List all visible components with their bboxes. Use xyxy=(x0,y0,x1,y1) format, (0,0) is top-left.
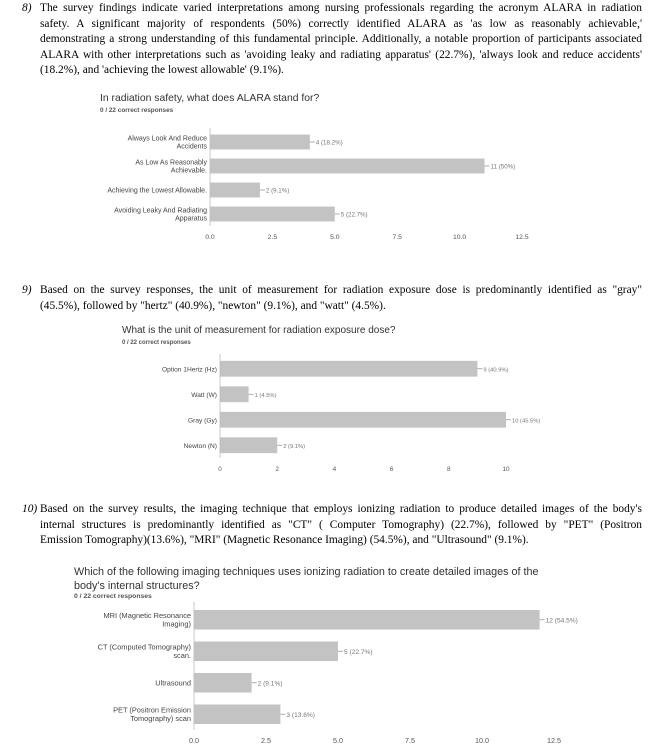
chart-bar xyxy=(210,135,310,150)
category-label: MRI (Magnetic Resonance xyxy=(103,611,191,621)
paragraph-line: ALARA with other interpretations such as 'avoiding leaky and radiating apparatus' (22.7%), 'always look and reduce accidents' xyxy=(40,48,642,61)
data-label: 9 (40.9%) xyxy=(483,367,509,374)
chart-bar xyxy=(210,207,335,222)
chart-bar xyxy=(194,704,280,724)
chart-subtitle: 0 / 22 correct responses xyxy=(100,107,174,114)
paragraph-line: Based on the survey results, the imaging technique that employs ionizing radiation to produce detailed images of the body's xyxy=(40,503,642,515)
x-tick-label: 12.5 xyxy=(547,736,561,744)
category-label: Always Look And Reduce xyxy=(127,135,207,143)
category-label: Tomography) scan xyxy=(130,713,191,723)
data-label: 2 (9.1%) xyxy=(257,680,283,688)
paragraph-number: 8) xyxy=(22,2,32,14)
data-label: 4 (18.2%) xyxy=(315,139,343,147)
chart-bar xyxy=(194,673,252,693)
x-tick-label: 5.0 xyxy=(333,736,343,744)
x-tick-label: 8 xyxy=(447,466,451,473)
chart-title: Which of the following imaging techniques uses ionizing radiation to create detailed images of the xyxy=(74,566,539,578)
x-tick-label: 7.5 xyxy=(405,736,415,744)
x-tick-label: 6 xyxy=(389,466,394,473)
data-label: 12 (54.5%) xyxy=(545,617,578,625)
imaging-technique-chart xyxy=(62,558,622,742)
x-tick-label: 2 xyxy=(275,466,279,473)
paragraph-line: internal structures is predominantly identified as "CT" ( Computer Tomography) (22.7%), followed by "PET" (Positron xyxy=(40,518,642,531)
category-label: Option 1Hertz (Hz) xyxy=(162,366,217,374)
data-label: 5 (22.7%) xyxy=(340,211,368,219)
data-label: 10 (45.5%) xyxy=(512,418,541,425)
paragraph-10 xyxy=(22,502,642,549)
chart-bar xyxy=(194,641,338,661)
paragraph-line: safety. A significant majority of respondents (50%) correctly identified ALARA as 'as low as reasonably achievable,' xyxy=(40,17,642,30)
x-tick-label: 4 xyxy=(332,466,337,473)
chart-bar xyxy=(220,361,477,377)
category-label: Achieving the Lowest Allowable. xyxy=(107,187,207,195)
dose-unit-chart xyxy=(110,322,550,472)
x-tick-label: 10 xyxy=(502,466,510,473)
paragraph-line: (18.2%), and 'achieving the lowest allowable' (9.1%). xyxy=(40,64,284,76)
chart-title: In radiation safety, what does ALARA stand for? xyxy=(100,93,320,104)
data-label: 1 (4.5%) xyxy=(254,392,277,399)
chart-bar xyxy=(210,183,260,198)
category-label: Apparatus xyxy=(175,215,207,223)
x-tick-label: 10.0 xyxy=(452,234,467,241)
category-label: Newton (N) xyxy=(183,442,217,450)
x-tick-label: 12.5 xyxy=(515,234,529,241)
data-label: 2 (9.1%) xyxy=(265,187,290,195)
data-label: 5 (22.7%) xyxy=(344,648,373,656)
category-label: scan. xyxy=(173,650,191,660)
category-label: Avoiding Leaky And Radiating xyxy=(114,207,207,215)
category-label: PET (Positron Emission xyxy=(113,705,191,715)
paragraph-line: demonstrating a strong understanding of this fundamental principle. Additionally, a notable proportion of participants associated xyxy=(40,33,642,45)
chart-bar xyxy=(220,386,249,402)
category-label: Accidents xyxy=(176,143,207,151)
x-tick-label: 7.5 xyxy=(392,234,402,241)
paragraph-line: Emission Tomography)(13.6%), "MRI" (Magnetic Resonance Imaging) (54.5%), and "Ultrasound" (9.1%). xyxy=(40,534,529,546)
x-tick-label: 10.0 xyxy=(475,736,489,744)
alara-chart xyxy=(88,88,548,258)
chart-bar xyxy=(220,437,277,453)
x-tick-label: 5.0 xyxy=(330,234,340,241)
paragraph-9 xyxy=(22,283,642,314)
category-label: Achievable. xyxy=(170,167,207,175)
chart-title: What is the unit of measurement for radiation exposure dose? xyxy=(122,325,396,336)
paragraph-line: Based on the survey responses, the unit of measurement for radiation exposure dose is predominantly identified as "gray" xyxy=(40,284,642,296)
data-label: 2 (9.1%) xyxy=(283,443,306,450)
category-label: Ultrasound xyxy=(155,678,191,688)
x-tick-label: 0.0 xyxy=(189,736,199,744)
x-tick-label: 2.5 xyxy=(261,736,271,744)
data-label: 3 (13.6%) xyxy=(286,711,315,719)
paragraph-line: (45.5%), followed by "hertz" (40.9%), "newton" (9.1%), and "watt" (4.5%). xyxy=(40,299,386,312)
category-label: Imaging) xyxy=(162,619,191,629)
paragraph-line: The survey findings indicate varied interpretations among nursing professionals regarding the acronym ALARA in radiation xyxy=(40,2,642,14)
x-tick-label: 2.5 xyxy=(267,234,278,241)
category-label: As Low As Reasonably xyxy=(135,159,207,167)
x-tick-label: 0 xyxy=(218,466,222,473)
paragraph-number: 10) xyxy=(22,503,38,515)
chart-subtitle: 0 / 22 correct responses xyxy=(74,593,152,600)
chart-bar xyxy=(220,412,506,428)
chart-bar xyxy=(210,159,485,174)
category-label: CT (Computed Tomography) xyxy=(97,642,191,652)
paragraph-number: 9) xyxy=(22,284,32,296)
x-tick-label: 0.0 xyxy=(205,234,215,241)
category-label: Watt (W) xyxy=(191,391,217,399)
category-label: Gray (Gy) xyxy=(188,417,217,425)
chart-bar xyxy=(194,610,540,630)
chart-title: body's internal structures? xyxy=(74,580,200,592)
data-label: 11 (50%) xyxy=(490,163,516,171)
chart-subtitle: 0 / 22 correct responses xyxy=(122,340,191,346)
paragraph-8 xyxy=(22,1,642,79)
